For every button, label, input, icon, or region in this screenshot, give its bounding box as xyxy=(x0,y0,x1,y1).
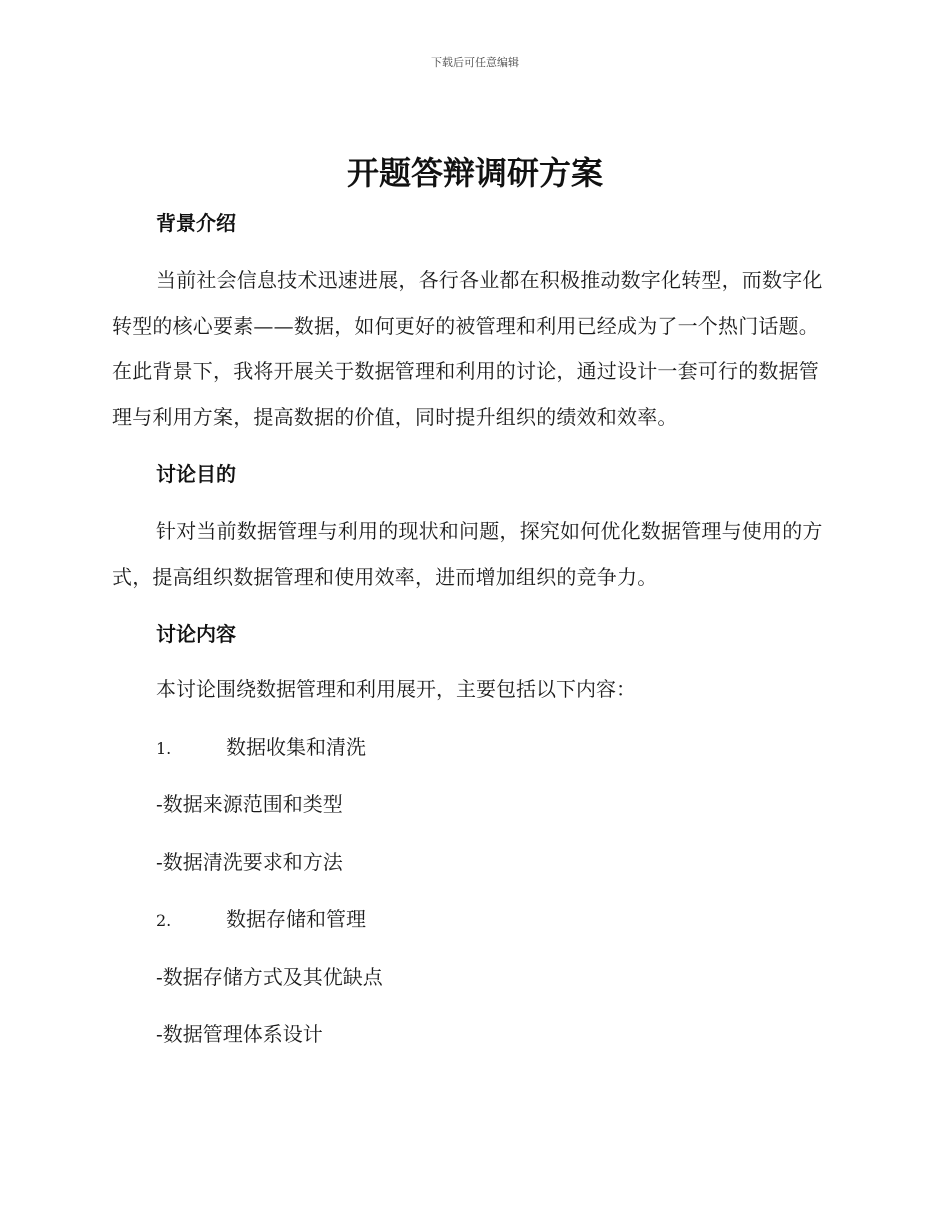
list-subitem: -数据来源范围和类型 xyxy=(156,792,343,816)
list-subitem: -数据清洗要求和方法 xyxy=(156,849,343,874)
background-paragraph: 当前社会信息技术迅速进展，各行各业都在积极推动数字化转型，而数字化转型的核心要素——数据，如何更好的被管理和利用已经成为了一个热门话题。在此背景下，我将开展关于数据管理和利用的讨论，通过设计一套可行的数据管理与利用方案，提高数据的价值，同时提升组织的绩效和效率。 xyxy=(112,268,823,429)
list-subitem: -数据管理体系设计 xyxy=(156,1022,323,1046)
list-item-number: 1. xyxy=(156,738,172,758)
content-intro: 本讨论围绕数据管理和利用展开，主要包括以下内容： xyxy=(156,677,636,701)
spacer xyxy=(112,497,832,509)
list-item-title: 数据存储和管理 xyxy=(226,907,366,931)
section-heading-background: 背景介绍 xyxy=(156,211,236,235)
spacer xyxy=(112,246,832,258)
page-header-note: 下载后可任意编辑 xyxy=(431,56,519,69)
section-heading-purpose: 讨论目的 xyxy=(156,462,236,486)
document-title: 开题答辩调研方案 xyxy=(346,154,603,192)
list-item-number: 2. xyxy=(156,911,172,930)
spacer xyxy=(112,440,832,451)
list-subitem: -数据存储方式及其优缺点 xyxy=(156,964,383,989)
document-body xyxy=(112,200,832,1064)
list-item-title: 数据收集和清洗 xyxy=(226,734,366,759)
section-heading-content: 讨论内容 xyxy=(156,622,236,646)
purpose-paragraph: 针对当前数据管理与利用的现状和问题，探究如何优化数据管理与使用的方式，提高组织数据管理和使用效率，进而增加组织的竞争力。 xyxy=(112,519,823,589)
list-item-1 xyxy=(112,719,832,777)
list-item-2 xyxy=(112,891,832,949)
spacer xyxy=(112,600,832,611)
